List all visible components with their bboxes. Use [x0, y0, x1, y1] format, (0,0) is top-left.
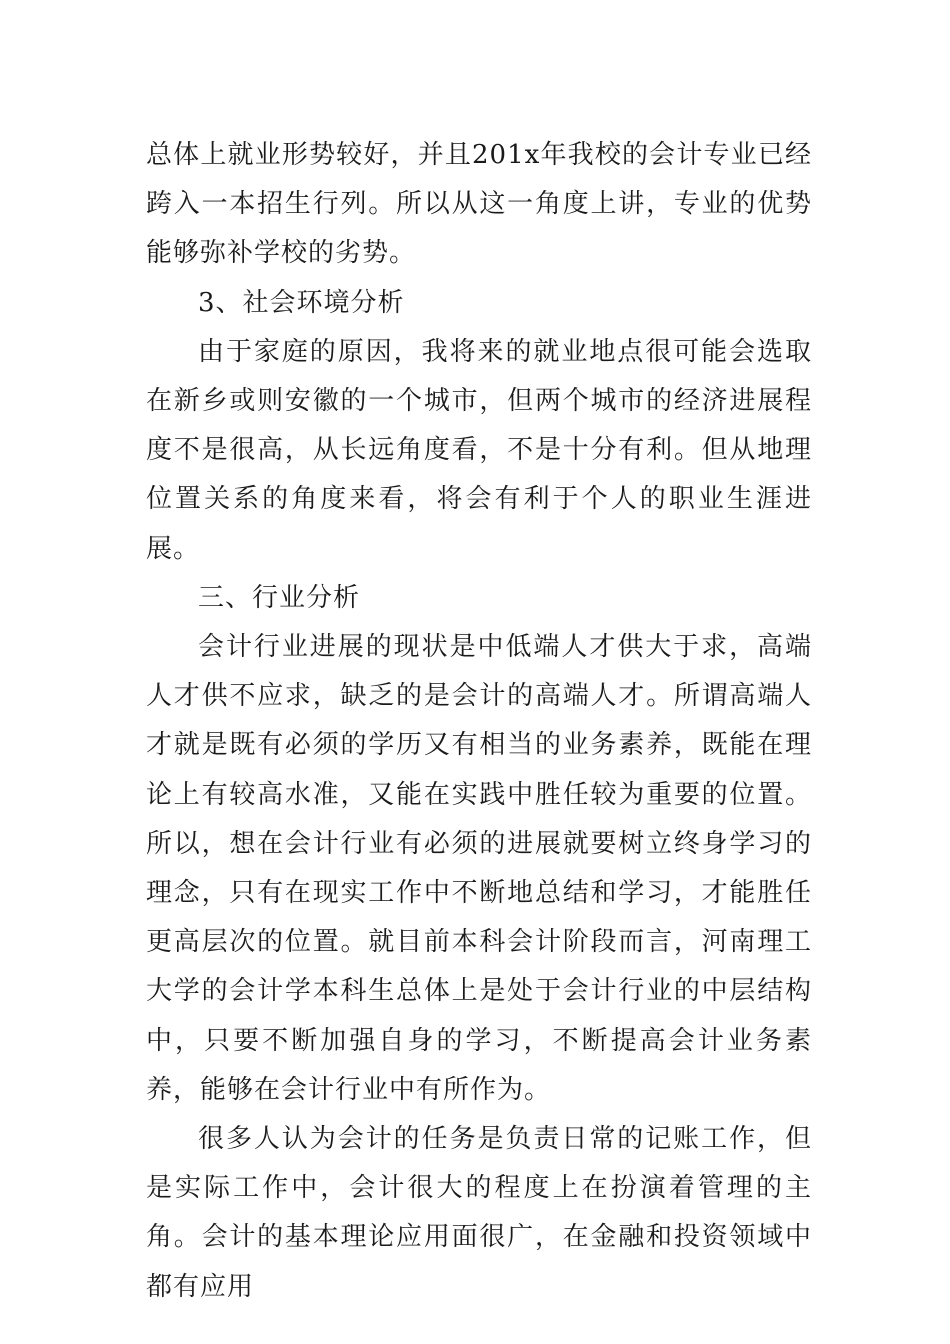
heading-social-environment: 3、社会环境分析	[198, 287, 405, 318]
paragraph-accounting-role: 很多人认为会计的任务是负责日常的记账工作，但是实际工作中，会计很大的程度上在扮演着管理的主角。会计的基本理论应用面很广，在金融和投资领域中都有应用	[146, 1124, 812, 1302]
paragraph-employment-situation: 总体上就业形势较好，并且201x年我校的会计专业已经跨入一本招生行列。所以从这一角度上讲，专业的优势能够弥补学校的劣势。	[146, 140, 812, 269]
document-body	[146, 131, 812, 1312]
paragraph-social-environment: 由于家庭的原因，我将来的就业地点很可能会选取在新乡或则安徽的一个城市，但两个城市的经济进展程度不是很高，从长远角度看，不是十分有利。但从地理位置关系的角度来看，将会有利于个人的职业生涯进展。	[146, 336, 812, 564]
heading-industry-analysis: 三、行业分析	[198, 582, 361, 613]
paragraph-industry-status: 会计行业进展的现状是中低端人才供大于求，高端人才供不应求，缺乏的是会计的高端人才。所谓高端人才就是既有必须的学历又有相当的业务素养，既能在理论上有较高水准，又能在实践中胜任较为重要的位置。所以，想在会计行业有必须的进展就要树立终身学习的理念，只有在现实工作中不断地总结和学习，才能胜任更高层次的位置。就目前本科会计阶段而言，河南理工大学的会计学本科生总体上是处于会计行业的中层结构中，只要不断加强自身的学习，不断提高会计业务素养，能够在会计行业中有所作为。	[146, 632, 812, 1105]
